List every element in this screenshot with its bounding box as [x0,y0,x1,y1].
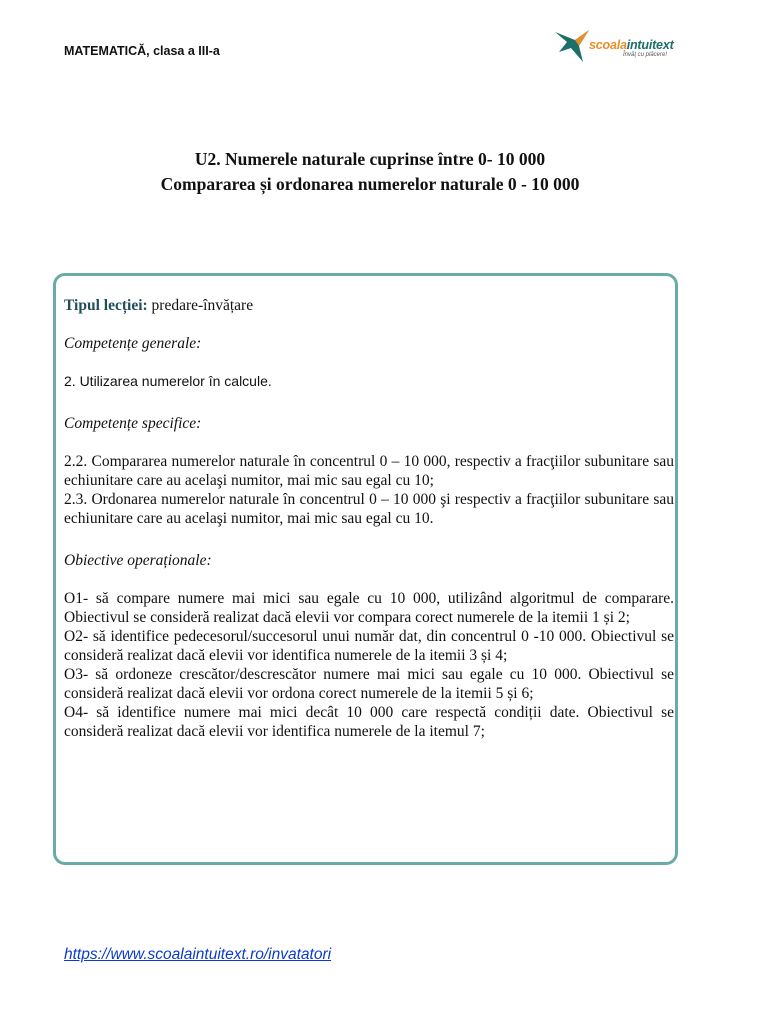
page-subtitle: Compararea și ordonarea numerelor naturale 0 - 10 000 [160,174,580,194]
logo-name-part2: intuitext [626,38,674,52]
general-competences-heading: Competențe generale: [64,335,202,352]
objective-item: O3- să ordoneze crescător/descrescător numere mai mici sau egale cu 10 000. Obiectivul se consideră realizat dacă elevii vor ordona corect numerele de la itemii 5 și 6; [64,666,674,702]
objectives-heading: Obiective operaționale: [64,552,212,569]
logo-bird-icon [553,26,593,66]
logo-name-part1: scoala [589,38,627,52]
lesson-info-content [64,296,674,741]
logo-wordmark [589,38,674,52]
objective-item: O1- să compare numere mai mici sau egale cu 10 000, utilizând algoritmul de comparare. Obiectivul se consideră realizat dacă elevii vor compara corect numerele de la itemii 1 și 2; [64,590,674,626]
logo-tagline: Învăţ cu plăcere! [623,52,668,58]
objective-item: O4- să identifice numere mai mici decât 10 000 care respectă condiții date. Obiectivul se consideră realizat dacă elevii vor identifica numerele de la itemul 7; [64,704,674,740]
objectives-list [64,589,674,741]
specific-competence-item: 2.2. Compararea numerelor naturale în concentrul 0 – 10 000, respectiv a fracţiilor subunitare sau echiunitare care au acelaşi numitor, mai mic sau egal cu 10; [64,453,674,489]
header-subject: MATEMATICĂ, clasa a III-a [64,44,220,58]
scoala-intuitext-logo [553,24,703,68]
specific-competences-list [64,452,674,528]
page-title: U2. Numerele naturale cuprinse între 0- 10 000 [194,149,546,169]
lesson-type-value: predare-învățare [151,297,254,314]
footer-url-link[interactable]: https://www.scoalaintuitext.ro/invatatori [64,946,332,963]
objective-item: O2- să identifice pedecesorul/succesorul unui număr dat, din concentrul 0 -10 000. Obiectivul se consideră realizat dacă elevii vor identifica numerele de la itemii 3 și 4; [64,628,674,664]
specific-competence-item: 2.3. Ordonarea numerelor naturale în concentrul 0 – 10 000 şi respectiv a fracţiilor subunitare sau echiunitare care au acelaşi numitor, mai mic sau egal cu 10. [64,491,674,527]
general-competence-item: 2. Utilizarea numerelor în calcule. [64,373,272,389]
lesson-type-label: Tipul lecției: [64,297,148,314]
specific-competences-heading: Competențe specifice: [64,415,202,432]
lesson-type [64,296,674,315]
